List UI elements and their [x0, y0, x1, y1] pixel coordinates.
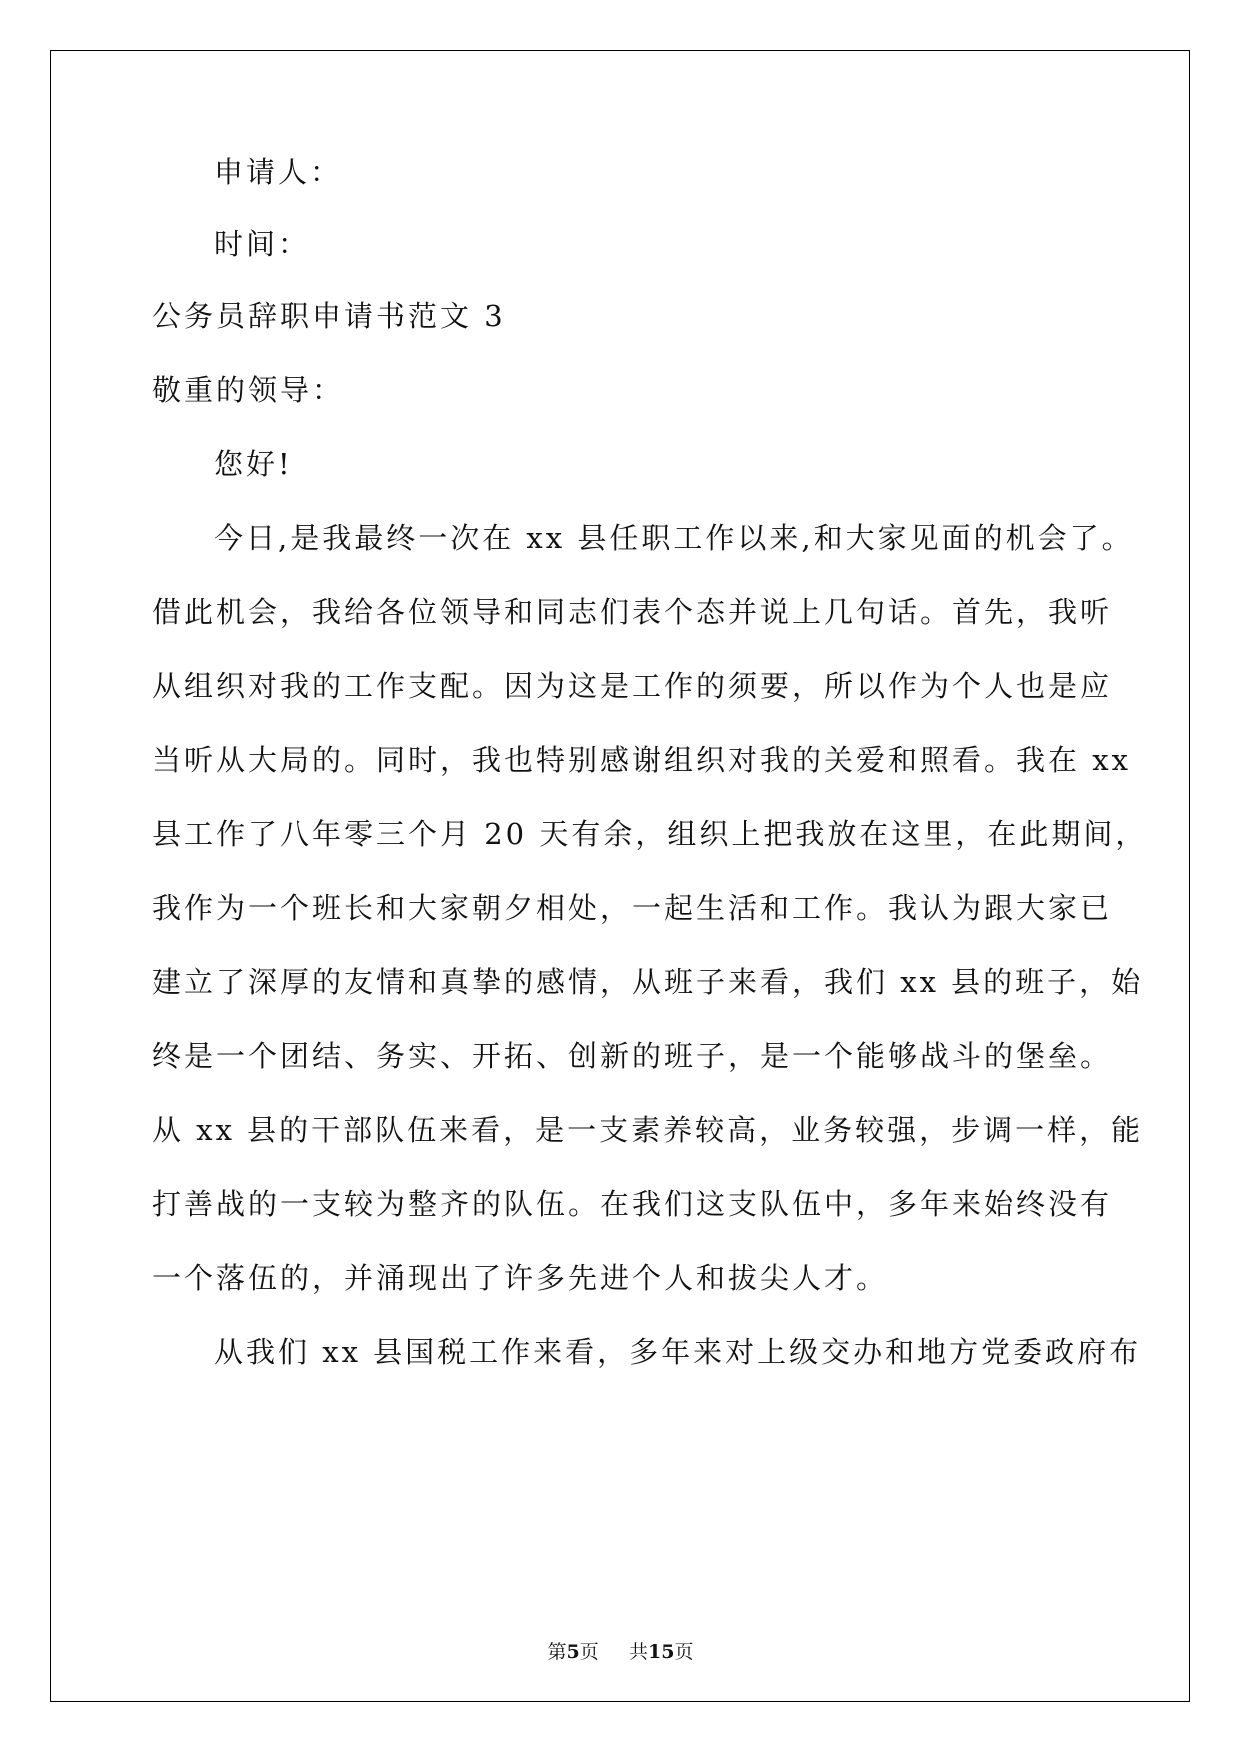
section-heading: 公务员辞职申请书范文 3	[152, 299, 506, 333]
salutation: 敬重的领导：	[152, 373, 345, 407]
paragraph-line: 借此机会，我给各位领导和同志们表个态并说上几句话。首先，我听	[152, 595, 1113, 629]
paragraph-line: 当听从大局的。同时，我也特别感谢组织对我的关爱和照看。我在 xx	[152, 743, 1131, 777]
paragraph-line: 建立了深厚的友情和真挚的感情，从班子来看，我们 xx 县的班子，始	[152, 965, 1144, 999]
current-page-number: 5	[566, 1641, 580, 1663]
greeting: 您好!	[214, 447, 293, 481]
applicant-label: 申请人：	[214, 155, 343, 189]
page-footer	[0, 1640, 1241, 1664]
total-unit: 页	[674, 1641, 694, 1663]
paragraph-line: 打善战的一支较为整齐的队伍。在我们这支队伍中，多年来始终没有	[152, 1187, 1113, 1221]
paragraph-line: 今日,是我最终一次在 xx 县任职工作以来,和大家见面的机会了。	[214, 521, 1134, 555]
page-prefix: 第	[547, 1641, 567, 1663]
total-page-number: 15	[648, 1641, 675, 1663]
paragraph-line: 一个落伍的，并涌现出了许多先进个人和拔尖人才。	[152, 1261, 889, 1295]
paragraph-line: 从 xx 县的干部队伍来看，是一支素养较高，业务较强，步调一样，能	[152, 1113, 1144, 1147]
page-unit: 页	[579, 1641, 599, 1663]
paragraph-line: 我作为一个班长和大家朝夕相处，一起生活和工作。我认为跟大家已	[152, 891, 1113, 925]
total-prefix: 共	[628, 1641, 648, 1663]
paragraph-line: 县工作了八年零三个月 20 天有余，组织上把我放在这里，在此期间，	[152, 817, 1148, 851]
paragraph-line: 从我们 xx 县国税工作来看，多年来对上级交办和地方党委政府布	[214, 1335, 1142, 1369]
paragraph-line: 从组织对我的工作支配。因为这是工作的须要，所以作为个人也是应	[152, 669, 1113, 703]
date-label: 时间：	[214, 227, 311, 261]
paragraph-line: 终是一个团结、务实、开拓、创新的班子，是一个能够战斗的堡垒。	[152, 1039, 1113, 1073]
